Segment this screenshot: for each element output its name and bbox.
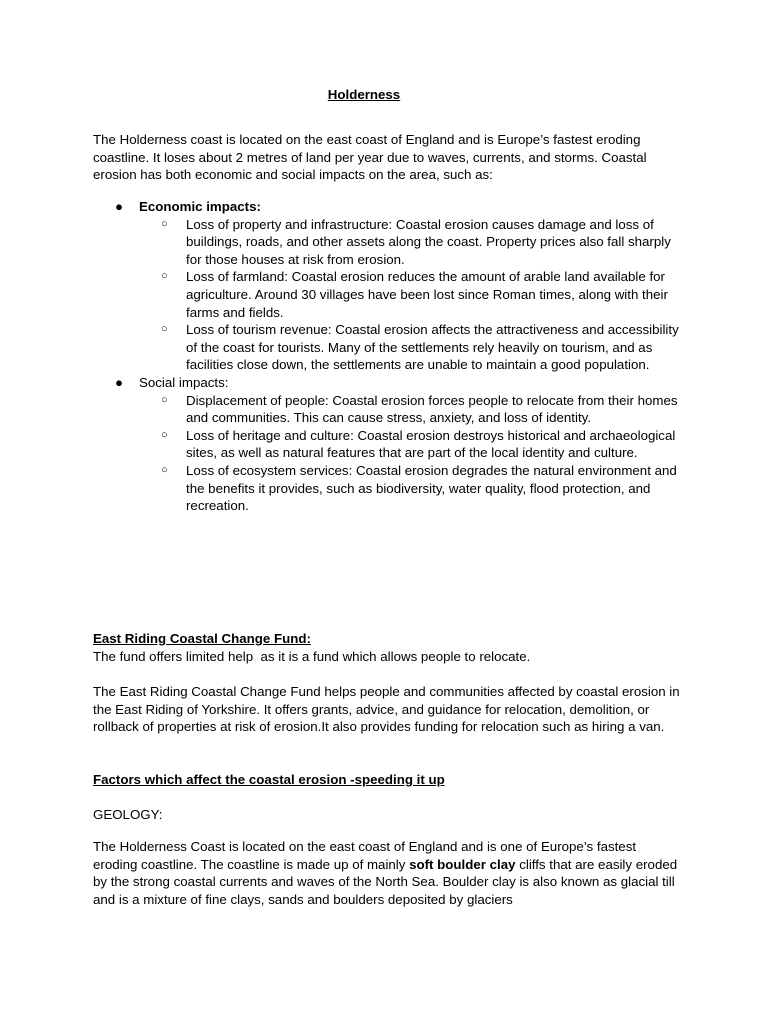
list-item-text: Loss of heritage and culture: Coastal erosion destroys historical and archaeological sites, as well as natural features that are part of the local identity and culture.: [186, 427, 676, 461]
list-item: [139, 321, 683, 374]
list-item-text: Loss of tourism revenue: Coastal erosion affects the attractiveness and accessibility of the coast for tourists. Many of the settlements rely heavily on tourism, and as facilities close down, the settlements are unable to maintain a good population.: [186, 322, 679, 373]
geology-paragraph: [93, 838, 683, 908]
factors-heading: Factors which affect the coastal erosion -speeding it up: [93, 772, 445, 787]
bullet-icon: ●: [115, 199, 124, 214]
list-item-text: Loss of ecosystem services: Coastal erosion degrades the natural environment and the benefits it provides, such as biodiversity, water quality, flood protection, and recreation.: [186, 462, 677, 514]
circle-bullet-icon: ○: [161, 217, 168, 230]
social-impacts-sublist: [139, 392, 683, 515]
list-item: [139, 268, 683, 321]
bullet-icon: ●: [115, 374, 124, 390]
list-item: [139, 216, 683, 269]
economic-impacts-item: [93, 198, 683, 374]
fund-line: The fund offers limited help as it is a fund which allows people to relocate.: [93, 649, 531, 664]
geology-text-part2: cliffs that are easily eroded by the strong coastal currents and waves of the North Sea. Boulder clay is also known as glacial till and is a mixture of fine clays, sands and boulders deposited by glaciers: [93, 856, 678, 907]
intro-paragraph: The Holderness coast is located on the east coast of England and is Europe’s fastest eroding coastline. It loses about 2 metres of land per year due to waves, currents, and storms. Coastal erosion has both economic and social impacts on the area, such as:: [93, 132, 647, 183]
circle-bullet-icon: ○: [161, 270, 168, 283]
impacts-list: [93, 198, 683, 515]
social-impacts-item: [93, 374, 683, 515]
fund-heading: East Riding Coastal Change Fund:: [93, 631, 311, 646]
list-item-text: Loss of property and infrastructure: Coastal erosion causes damage and loss of buildings, roads, and other assets along the coast. Property prices also fall sharply for those houses at risk from erosion.: [186, 216, 671, 267]
geology-text-part1: The Holderness Coast is located on the east coast of England and is one of Europe’s fastest eroding coastline. The coastline is made up of mainly: [93, 839, 637, 872]
list-item-text: Loss of farmland: Coastal erosion reduces the amount of arable land available for agriculture. Around 30 villages have been lost since Roman times, along with their farms and fields.: [186, 269, 668, 320]
fund-paragraph: The East Riding Coastal Change Fund helps people and communities affected by coastal erosion in the East Riding of Yorkshire. It offers grants, advice, and guidance for relocation, demolition, or rollback of properties at risk of erosion.It also provides funding for relocation such as hiring a van.: [93, 684, 680, 735]
list-item: [139, 462, 683, 515]
social-impacts-heading: Social impacts:: [139, 374, 229, 390]
geology-label: GEOLOGY:: [93, 807, 163, 822]
document-title: Holderness: [327, 87, 401, 102]
circle-bullet-icon: ○: [161, 463, 168, 476]
economic-impacts-sublist: [139, 216, 683, 374]
list-item: [139, 427, 683, 462]
circle-bullet-icon: ○: [161, 393, 168, 406]
economic-impacts-heading: Economic impacts:: [139, 199, 261, 214]
circle-bullet-icon: ○: [161, 428, 168, 441]
geology-bold-text: soft boulder clay: [409, 856, 516, 872]
list-item-text: Displacement of people: Coastal erosion forces people to relocate from their homes and communities. This can cause stress, anxiety, and loss of identity.: [186, 392, 678, 426]
circle-bullet-icon: ○: [161, 323, 168, 336]
list-item: [139, 392, 683, 427]
